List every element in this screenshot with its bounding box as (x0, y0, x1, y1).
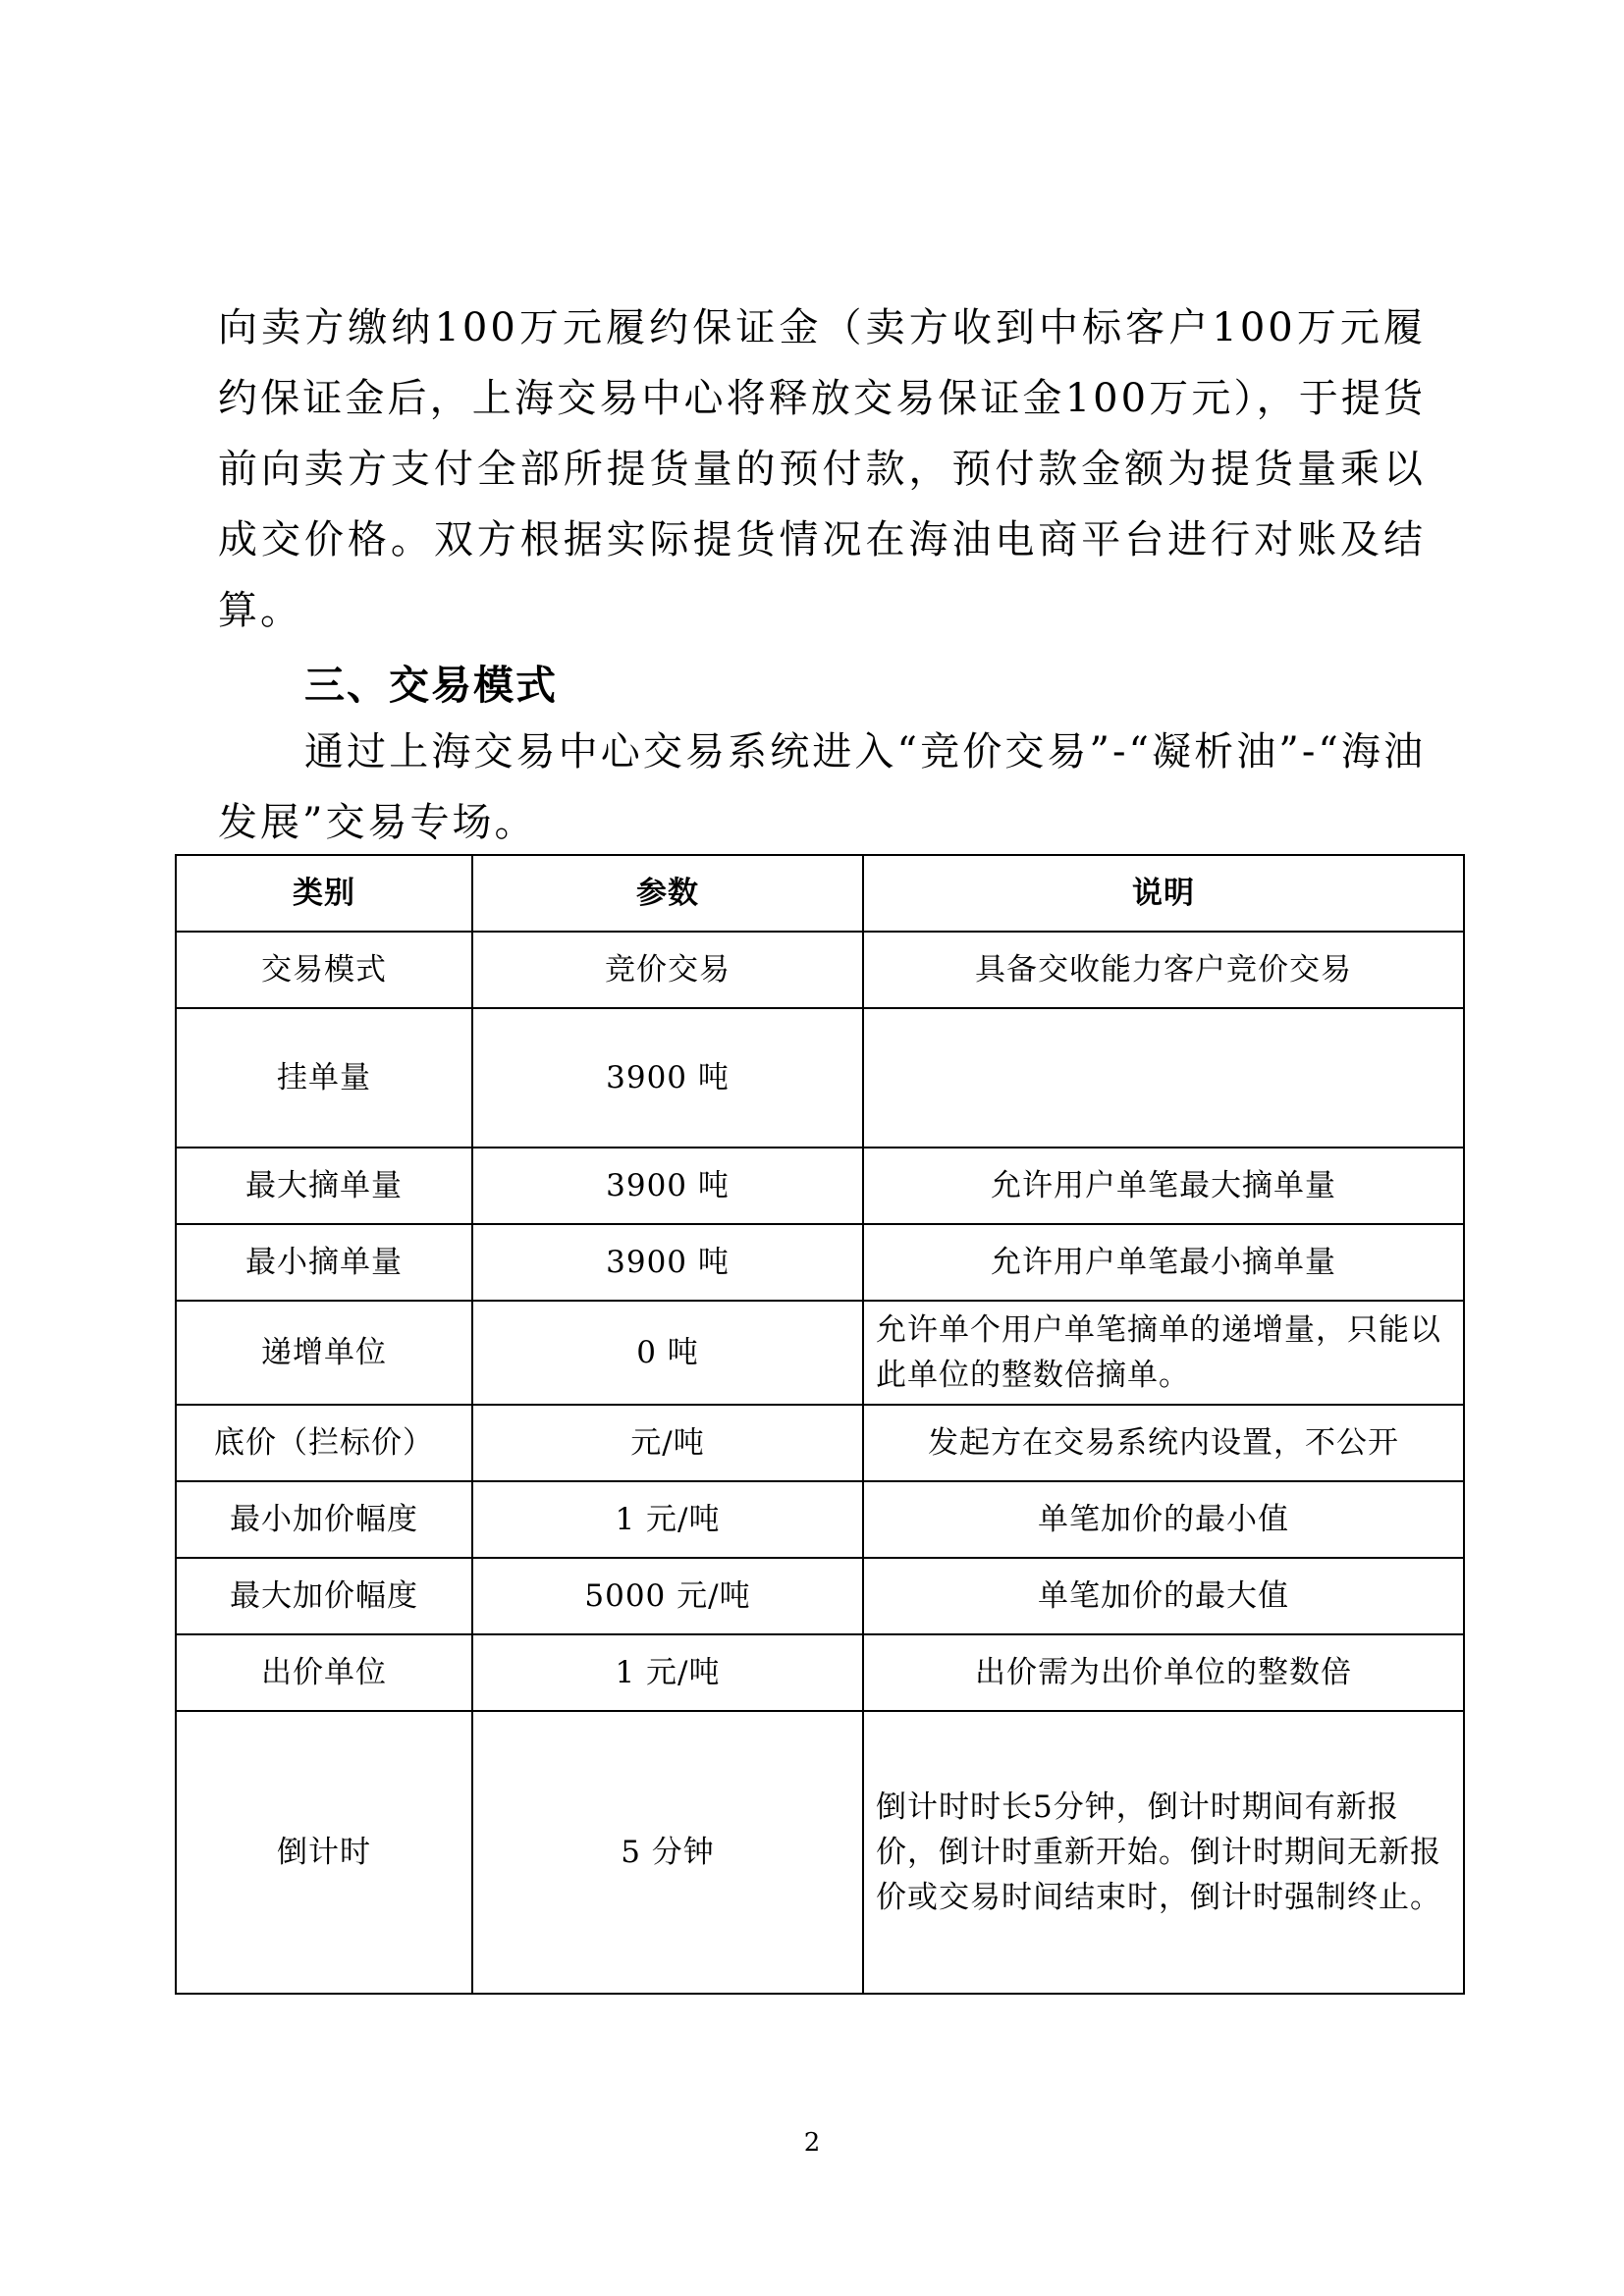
cell-parameter: 1 元/吨 (472, 1634, 863, 1711)
cell-category: 递增单位 (176, 1301, 472, 1405)
page-number: 2 (803, 2128, 821, 2158)
cell-category: 最小摘单量 (176, 1224, 472, 1301)
body-paragraph-settlement: 向卖方缴纳100万元履约保证金（卖方收到中标客户100万元履约保证金后，上海交易中心将释放交易保证金100万元），于提货前向卖方支付全部所提货量的预付款，预付款金额为提货量乘以成交价格。双方根据实际提货情况在海油电商平台进行对账及结算。 (218, 305, 1426, 633)
cell-category: 最大加价幅度 (176, 1558, 472, 1634)
header-parameter: 参数 (472, 855, 863, 932)
cell-category: 出价单位 (176, 1634, 472, 1711)
cell-parameter: 竞价交易 (472, 932, 863, 1008)
table-row (176, 1301, 1464, 1405)
section-heading-trading-mode: 三、交易模式 (304, 662, 558, 709)
cell-parameter: 0 吨 (472, 1301, 863, 1405)
cell-description: 允许用户单笔最大摘单量 (863, 1148, 1464, 1224)
cell-description: 出价需为出价单位的整数倍 (863, 1634, 1464, 1711)
cell-category: 最大摘单量 (176, 1148, 472, 1224)
body-paragraph-trading-entry: 通过上海交易中心交易系统进入“竞价交易”-“凝析油”-“海油发展”交易专场。 (218, 729, 1426, 845)
table-row (176, 1634, 1464, 1711)
cell-description: 倒计时时长5分钟，倒计时期间有新报价，倒计时重新开始。倒计时期间无新报价或交易时间结束时，倒计时强制终止。 (863, 1711, 1464, 1994)
table-row (176, 1711, 1464, 1994)
cell-description: 允许用户单笔最小摘单量 (863, 1224, 1464, 1301)
cell-parameter: 3900 吨 (472, 1148, 863, 1224)
cell-parameter: 5 分钟 (472, 1711, 863, 1994)
cell-category: 交易模式 (176, 932, 472, 1008)
cell-category: 最小加价幅度 (176, 1481, 472, 1558)
cell-parameter: 3900 吨 (472, 1008, 863, 1148)
table-row (176, 1008, 1464, 1148)
cell-parameter: 元/吨 (472, 1405, 863, 1481)
table-header-row (176, 855, 1464, 932)
cell-category: 挂单量 (176, 1008, 472, 1148)
cell-description: 单笔加价的最大值 (863, 1558, 1464, 1634)
trading-parameters-table (175, 854, 1465, 1995)
cell-category: 底价（拦标价） (176, 1405, 472, 1481)
table-row (176, 1405, 1464, 1481)
header-description: 说明 (863, 855, 1464, 932)
table-row (176, 1224, 1464, 1301)
cell-description: 具备交收能力客户竞价交易 (863, 932, 1464, 1008)
cell-description: 单笔加价的最小值 (863, 1481, 1464, 1558)
table-row (176, 932, 1464, 1008)
table-row (176, 1558, 1464, 1634)
cell-description: 允许单个用户单笔摘单的递增量，只能以此单位的整数倍摘单。 (863, 1301, 1464, 1405)
table-row (176, 1148, 1464, 1224)
cell-category: 倒计时 (176, 1711, 472, 1994)
cell-description (863, 1008, 1464, 1148)
table-row (176, 1481, 1464, 1558)
cell-parameter: 5000 元/吨 (472, 1558, 863, 1634)
cell-parameter: 1 元/吨 (472, 1481, 863, 1558)
cell-parameter: 3900 吨 (472, 1224, 863, 1301)
header-category: 类别 (176, 855, 472, 932)
cell-description: 发起方在交易系统内设置，不公开 (863, 1405, 1464, 1481)
